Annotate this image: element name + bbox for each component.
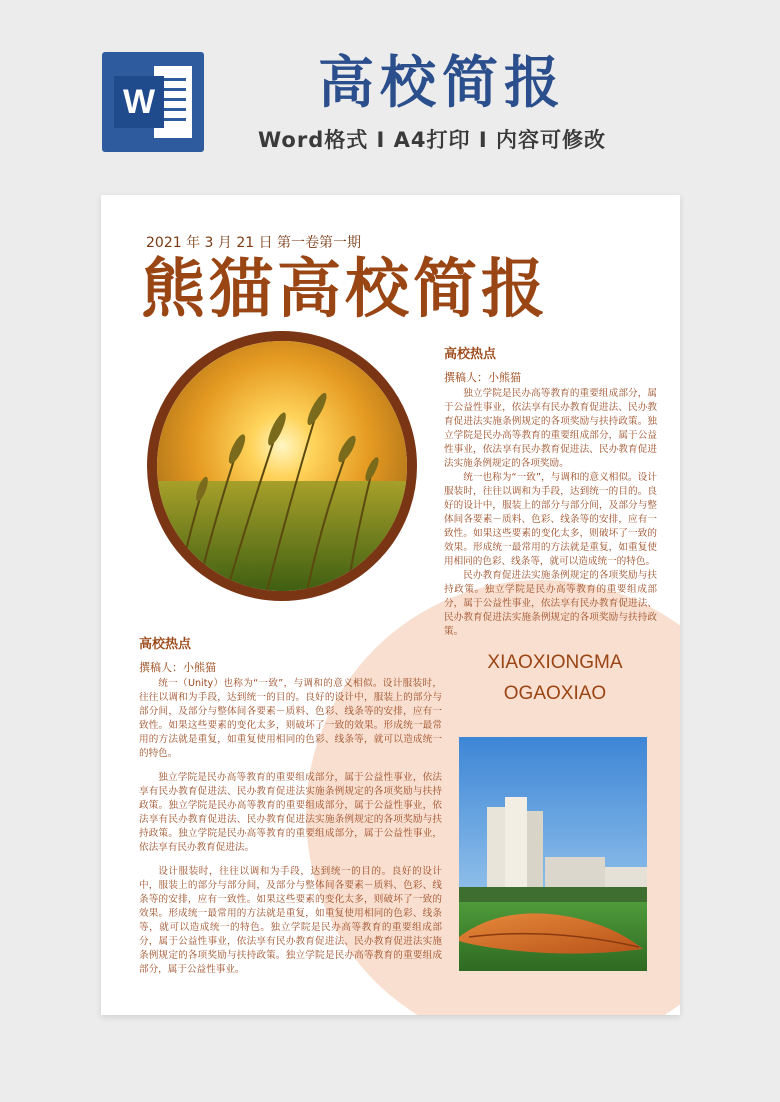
newsletter-title: 熊猫高校简报 xyxy=(141,252,549,327)
campus-leaf-photo xyxy=(459,737,647,971)
left-section-heading: 高校热点 xyxy=(139,637,192,652)
right-paragraph: 统一也称为“一致”，与调和的意义相似。设计服装时，往往以调和为手段，达到统一的目的。良好的设计中，服装上的部分与部分间，及部分与整体间各要素－质料、色彩、线条等的安排，应有一致性。如果这些要素的变化太多，则破坏了一致的效果。形成统一最常用的方法就是重复，如重复使用相同的色彩、线条等，就可以造成统一的特色。 xyxy=(444,472,657,567)
left-paragraph: 设计服装时，往往以调和为手段，达到统一的目的。良好的设计中，服装上的部分与部分间，及部分与整体间各要素－质料、色彩、线条等的安排，应有一致性。如果这些要素的变化太多，则破坏了一致的效果。形成统一最常用的方法就是重复，如重复使用相同的色彩、线条等，就可以造成统一的特色。独立学院是民办高等教育的重要组成部分，属于公益性事业，依法享有民办教育促进法、民办教育促进法实施条例规定的各项奖励与扶持政策。独立学院是民办高等教育的重要组成部分，属于公益性事业。 xyxy=(139,866,442,975)
grass-sunset-photo xyxy=(147,331,417,601)
english-title xyxy=(457,647,653,709)
right-paragraph: 独立学院是民办高等教育的重要组成部分，属于公益性事业，依法享有民办教育促进法、民办教育促进法实施条例规定的各项奖励与扶持政策。独立学院是民办高等教育的重要组成部分，属于公益性事业，依法享有民办教育促进法、民办教育促进法实施条例规定的各项奖励。 xyxy=(444,388,657,469)
left-section-author: 撰稿人：小熊猫 xyxy=(139,661,216,674)
right-section-author: 撰稿人：小熊猫 xyxy=(444,371,521,384)
newsletter-page xyxy=(101,195,680,1015)
right-section-heading: 高校热点 xyxy=(444,347,497,362)
english-title-line2: OGAOXIAO xyxy=(503,683,607,704)
right-paragraph: 民办教育促进法实施条例规定的各项奖励与扶持政策。独立学院是民办高等教育的重要组成部分，属于公益性事业，依法享有民办教育促进法、民办教育促进法实施条例规定的各项奖励与扶持政策。 xyxy=(444,570,657,637)
word-icon-letter: W xyxy=(114,76,164,128)
word-app-icon xyxy=(102,52,204,152)
issue-date: 2021 年 3 月 21 日 第一卷第一期 xyxy=(146,235,362,251)
left-paragraph: 独立学院是民办高等教育的重要组成部分，属于公益性事业，依法享有民办教育促进法、民办教育促进法实施条例规定的各项奖励与扶持政策。独立学院是民办高等教育的重要组成部分，属于公益性事业，依法享有民办教育促进法、民办教育促进法实施条例规定的各项奖励与扶持政策。独立学院是民办高等教育的重要组成部分，属于公益性事业，依法享有民办教育促进法。 xyxy=(139,772,442,853)
left-paragraph: 统一（Unity）也称为“一致”，与调和的意义相似。设计服装时，往往以调和为手段，达到统一的目的。良好的设计中，服装上的部分与部分间，及部分与整体间各要素－质料、色彩、线条等的安排，应有一致性。如果这些要素的变化太多，则破坏了一致的效果。形成统一最常用的方法就是重复，如重复使用相同的色彩、线条等，就可以造成统一的特色。 xyxy=(139,678,442,759)
header-title: 高校简报 xyxy=(318,51,566,116)
left-column-article xyxy=(139,633,442,987)
english-title-line1: XIAOXIONGMA xyxy=(487,652,623,673)
header-subtitle: Word格式 I A4打印 I 内容可修改 xyxy=(258,128,606,152)
right-column-article xyxy=(444,343,657,639)
promo-header xyxy=(0,0,780,195)
